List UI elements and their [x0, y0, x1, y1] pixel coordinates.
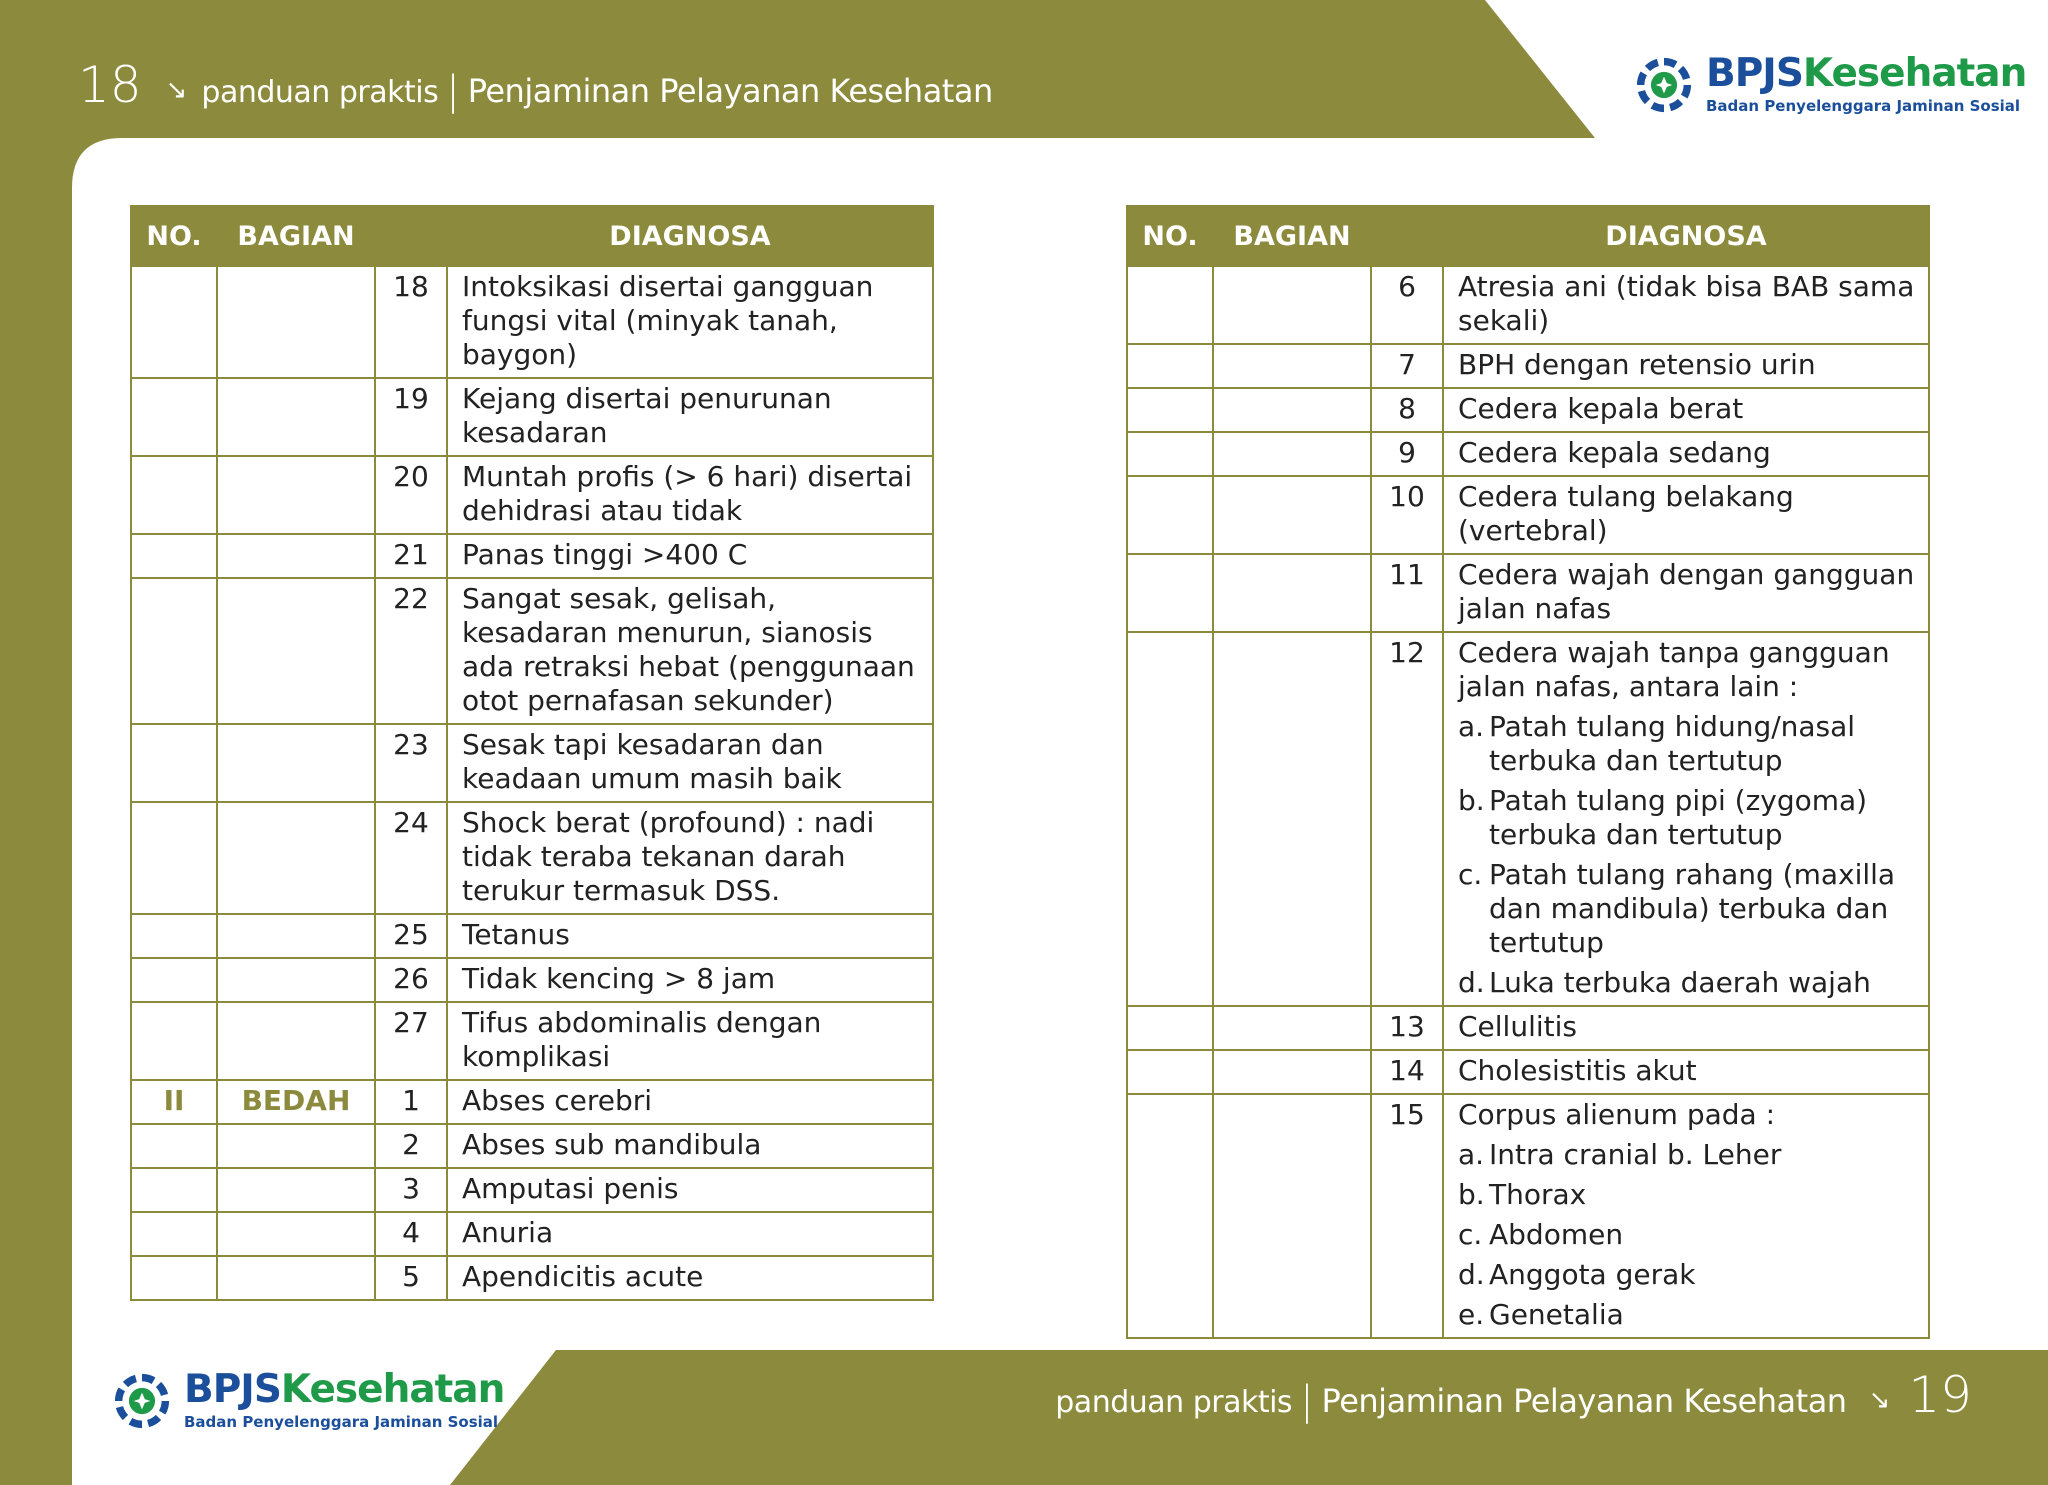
table-row: [131, 802, 933, 914]
cell-diagnosa: [1443, 1006, 1929, 1050]
table-row: [131, 578, 933, 724]
cell-diagnosa: [1443, 344, 1929, 388]
brand-bpjs: BPJS: [184, 1367, 281, 1412]
brand-tagline: Badan Penyelenggara Jaminan Sosial: [1706, 97, 2021, 115]
cell-num: 1: [375, 1080, 447, 1124]
cell-no: II: [131, 1080, 217, 1124]
cell-bagian: [1213, 476, 1371, 554]
cell-num: 12: [1371, 632, 1443, 1006]
cell-diagnosa: Shock berat (profound) : nadi tidak teraba tekanan darah terukur termasuk DSS.: [447, 802, 933, 914]
cell-diagnosa: Tetanus: [447, 914, 933, 958]
cell-no: [131, 802, 217, 914]
cell-no: [131, 1256, 217, 1300]
brand-kesehatan: Kesehatan: [1802, 51, 2027, 96]
sub-item: [1458, 858, 1916, 960]
diagnosis-table-right: [1126, 205, 1930, 1339]
sub-item-letter: d.: [1458, 1258, 1485, 1291]
cell-no: [131, 378, 217, 456]
table-row: [1127, 266, 1929, 344]
sub-item: [1458, 710, 1916, 778]
table-row: [1127, 1050, 1929, 1094]
cell-diagnosa: Amputasi penis: [447, 1168, 933, 1212]
cell-diagnosa: [1443, 388, 1929, 432]
cell-bagian: [217, 266, 375, 378]
table-row: [131, 1124, 933, 1168]
table-row: [1127, 388, 1929, 432]
diagnosa-text: Cholesistitis akut: [1458, 1054, 1697, 1087]
cell-bagian: [217, 456, 375, 534]
diagnosa-text: Cedera wajah tanpa gangguan jalan nafas, antara lain :: [1458, 636, 1890, 703]
sub-item-text: Abdomen: [1489, 1218, 1624, 1251]
cell-num: 2: [375, 1124, 447, 1168]
cell-bagian: [1213, 1006, 1371, 1050]
series-label: panduan praktis: [1055, 1385, 1293, 1420]
diagnosa-text: Cedera wajah dengan gangguan jalan nafas: [1458, 558, 1915, 625]
col-header-diagnosa: DIAGNOSA: [447, 206, 933, 266]
cell-no: [1127, 344, 1213, 388]
table-row: [1127, 432, 1929, 476]
cell-bagian: [1213, 1050, 1371, 1094]
cell-no: [131, 1124, 217, 1168]
cell-bagian: [1213, 344, 1371, 388]
bpjs-logo-icon: [114, 1373, 170, 1429]
cell-no: [131, 1168, 217, 1212]
sub-item-text: Intra cranial b. Leher: [1489, 1138, 1782, 1171]
footer-title: Penjaminan Pelayanan Kesehatan: [1321, 1382, 1847, 1420]
cell-bagian: [1213, 432, 1371, 476]
cell-no: [131, 724, 217, 802]
cell-num: 14: [1371, 1050, 1443, 1094]
cell-no: [131, 456, 217, 534]
sub-item-letter: e.: [1458, 1298, 1485, 1331]
table-row: [1127, 632, 1929, 1006]
cell-no: [131, 534, 217, 578]
cell-diagnosa: Tifus abdominalis dengan komplikasi: [447, 1002, 933, 1080]
cell-num: 4: [375, 1212, 447, 1256]
col-header-no: NO.: [131, 206, 217, 266]
cell-bagian: [1213, 1094, 1371, 1338]
cell-bagian: [217, 1212, 375, 1256]
diagnosa-text: Cedera kepala berat: [1458, 392, 1744, 425]
cell-no: [131, 266, 217, 378]
cell-no: [1127, 554, 1213, 632]
table-row: [1127, 554, 1929, 632]
cell-num: 10: [1371, 476, 1443, 554]
arrow-down-right-icon: ↘: [165, 75, 188, 105]
cell-num: 7: [1371, 344, 1443, 388]
cell-diagnosa: Sesak tapi kesadaran dan keadaan umum masih baik: [447, 724, 933, 802]
footer-right: [1055, 1366, 1972, 1424]
header-title: Penjaminan Pelayanan Kesehatan: [467, 72, 993, 110]
cell-diagnosa: [1443, 1094, 1929, 1338]
cell-diagnosa: [1443, 1050, 1929, 1094]
cell-num: 9: [1371, 432, 1443, 476]
table-row: [131, 1212, 933, 1256]
cell-bagian: BEDAH: [217, 1080, 375, 1124]
cell-bagian: [217, 1256, 375, 1300]
sub-item: [1458, 1298, 1916, 1332]
cell-bagian: [217, 724, 375, 802]
cell-num: 5: [375, 1256, 447, 1300]
bpjs-logo-top: [1636, 51, 2027, 115]
cell-no: [131, 1002, 217, 1080]
cell-diagnosa: [1443, 476, 1929, 554]
cell-num: 27: [375, 1002, 447, 1080]
cell-num: 24: [375, 802, 447, 914]
cell-num: 22: [375, 578, 447, 724]
cell-num: 6: [1371, 266, 1443, 344]
diagnosa-text: Atresia ani (tidak bisa BAB sama sekali): [1458, 270, 1915, 337]
cell-bagian: [1213, 554, 1371, 632]
sub-item-text: Patah tulang hidung/nasal terbuka dan tertutup: [1489, 710, 1856, 777]
cell-bagian: [217, 1168, 375, 1212]
table-header-row: [131, 206, 933, 266]
cell-num: 3: [375, 1168, 447, 1212]
table-row: [131, 534, 933, 578]
table-row: [1127, 476, 1929, 554]
separator: |: [446, 68, 460, 114]
cell-diagnosa: Abses sub mandibula: [447, 1124, 933, 1168]
cell-num: 26: [375, 958, 447, 1002]
cell-bagian: [217, 958, 375, 1002]
cell-num: 11: [1371, 554, 1443, 632]
sub-item-letter: b.: [1458, 784, 1485, 817]
cell-bagian: [217, 378, 375, 456]
diagnosa-text: Cellulitis: [1458, 1010, 1577, 1043]
cell-bagian: [217, 914, 375, 958]
sub-item-letter: c.: [1458, 858, 1483, 891]
cell-no: [131, 578, 217, 724]
cell-diagnosa: Panas tinggi >400 C: [447, 534, 933, 578]
cell-bagian: [217, 534, 375, 578]
cell-no: [1127, 476, 1213, 554]
diagnosis-table-left: [130, 205, 934, 1301]
cell-bagian: [1213, 632, 1371, 1006]
diagnosa-text: Cedera kepala sedang: [1458, 436, 1771, 469]
cell-diagnosa: Muntah profis (> 6 hari) disertai dehidrasi atau tidak: [447, 456, 933, 534]
table-row: [1127, 1094, 1929, 1338]
page-number-right: 19: [1908, 1366, 1972, 1424]
cell-bagian: [1213, 266, 1371, 344]
table-row: [131, 1168, 933, 1212]
col-header-bagian: BAGIAN: [217, 206, 375, 266]
arrow-down-right-icon: ↘: [1868, 1385, 1891, 1415]
cell-num: 8: [1371, 388, 1443, 432]
table-row: [131, 1002, 933, 1080]
cell-no: [1127, 1050, 1213, 1094]
table-row: [131, 958, 933, 1002]
cell-num: 19: [375, 378, 447, 456]
diagnosa-text: Corpus alienum pada :: [1458, 1098, 1776, 1131]
sub-item: [1458, 1218, 1916, 1252]
cell-no: [1127, 432, 1213, 476]
diagnosa-text: Cedera tulang belakang (vertebral): [1458, 480, 1794, 547]
table-row: [131, 724, 933, 802]
cell-bagian: [217, 1124, 375, 1168]
cell-diagnosa: Apendicitis acute: [447, 1256, 933, 1300]
cell-diagnosa: [1443, 266, 1929, 344]
table-row: [131, 914, 933, 958]
brand-tagline: Badan Penyelenggara Jaminan Sosial: [184, 1413, 499, 1431]
col-header-diagnosa: DIAGNOSA: [1443, 206, 1929, 266]
header-left: [78, 56, 993, 114]
table-row: [131, 456, 933, 534]
sub-item-letter: b.: [1458, 1178, 1485, 1211]
cell-no: [1127, 266, 1213, 344]
cell-no: [131, 958, 217, 1002]
table-row: [1127, 344, 1929, 388]
cell-no: [1127, 388, 1213, 432]
brand-kesehatan: Kesehatan: [280, 1367, 505, 1412]
sub-item-text: Luka terbuka daerah wajah: [1489, 966, 1871, 999]
sub-item: [1458, 1138, 1916, 1172]
cell-diagnosa: Tidak kencing > 8 jam: [447, 958, 933, 1002]
cell-diagnosa: Abses cerebri: [447, 1080, 933, 1124]
cell-bagian: [217, 578, 375, 724]
sub-item: [1458, 784, 1916, 852]
sub-item-letter: a.: [1458, 1138, 1485, 1171]
col-header-num: [375, 206, 447, 266]
cell-no: [1127, 1094, 1213, 1338]
cell-diagnosa: Sangat sesak, gelisah, kesadaran menurun, sianosis ada retraksi hebat (penggunaan otot pernafasan sekunder): [447, 578, 933, 724]
table-header-row: [1127, 206, 1929, 266]
cell-no: [1127, 632, 1213, 1006]
col-header-num: [1371, 206, 1443, 266]
cell-num: 25: [375, 914, 447, 958]
cell-diagnosa: Anuria: [447, 1212, 933, 1256]
table-row: [131, 266, 933, 378]
brand-bpjs: BPJS: [1706, 51, 1803, 96]
sub-item: [1458, 1258, 1916, 1292]
separator: |: [1300, 1378, 1314, 1424]
sub-item-letter: d.: [1458, 966, 1485, 999]
cell-no: [131, 914, 217, 958]
cell-diagnosa: [1443, 554, 1929, 632]
sub-item: [1458, 1178, 1916, 1212]
cell-diagnosa: Intoksikasi disertai gangguan fungsi vital (minyak tanah, baygon): [447, 266, 933, 378]
cell-num: 13: [1371, 1006, 1443, 1050]
col-header-bagian: BAGIAN: [1213, 206, 1371, 266]
table-row: [131, 378, 933, 456]
bpjs-logo-bottom: [114, 1367, 505, 1431]
page-number-left: 18: [78, 56, 142, 114]
sub-item-text: Patah tulang pipi (zygoma) terbuka dan tertutup: [1489, 784, 1868, 851]
cell-no: [1127, 1006, 1213, 1050]
cell-bagian: [217, 1002, 375, 1080]
sub-item-letter: a.: [1458, 710, 1485, 743]
cell-diagnosa: [1443, 432, 1929, 476]
sub-item-letter: c.: [1458, 1218, 1483, 1251]
table-row: [131, 1080, 933, 1124]
cell-diagnosa: Kejang disertai penurunan kesadaran: [447, 378, 933, 456]
cell-num: 21: [375, 534, 447, 578]
diagnosa-text: BPH dengan retensio urin: [1458, 348, 1816, 381]
table-row: [1127, 1006, 1929, 1050]
cell-num: 20: [375, 456, 447, 534]
sub-item-text: Thorax: [1489, 1178, 1587, 1211]
col-header-no: NO.: [1127, 206, 1213, 266]
cell-num: 23: [375, 724, 447, 802]
sub-item: [1458, 966, 1916, 1000]
series-label: panduan praktis: [201, 75, 439, 110]
cell-bagian: [217, 802, 375, 914]
sub-item-text: Anggota gerak: [1489, 1258, 1696, 1291]
cell-num: 18: [375, 266, 447, 378]
cell-bagian: [1213, 388, 1371, 432]
sub-item-text: Patah tulang rahang (maxilla dan mandibula) terbuka dan tertutup: [1489, 858, 1896, 959]
sub-item-text: Genetalia: [1489, 1298, 1624, 1331]
cell-no: [131, 1212, 217, 1256]
table-row: [131, 1256, 933, 1300]
bpjs-logo-icon: [1636, 57, 1692, 113]
cell-diagnosa: [1443, 632, 1929, 1006]
cell-num: 15: [1371, 1094, 1443, 1338]
